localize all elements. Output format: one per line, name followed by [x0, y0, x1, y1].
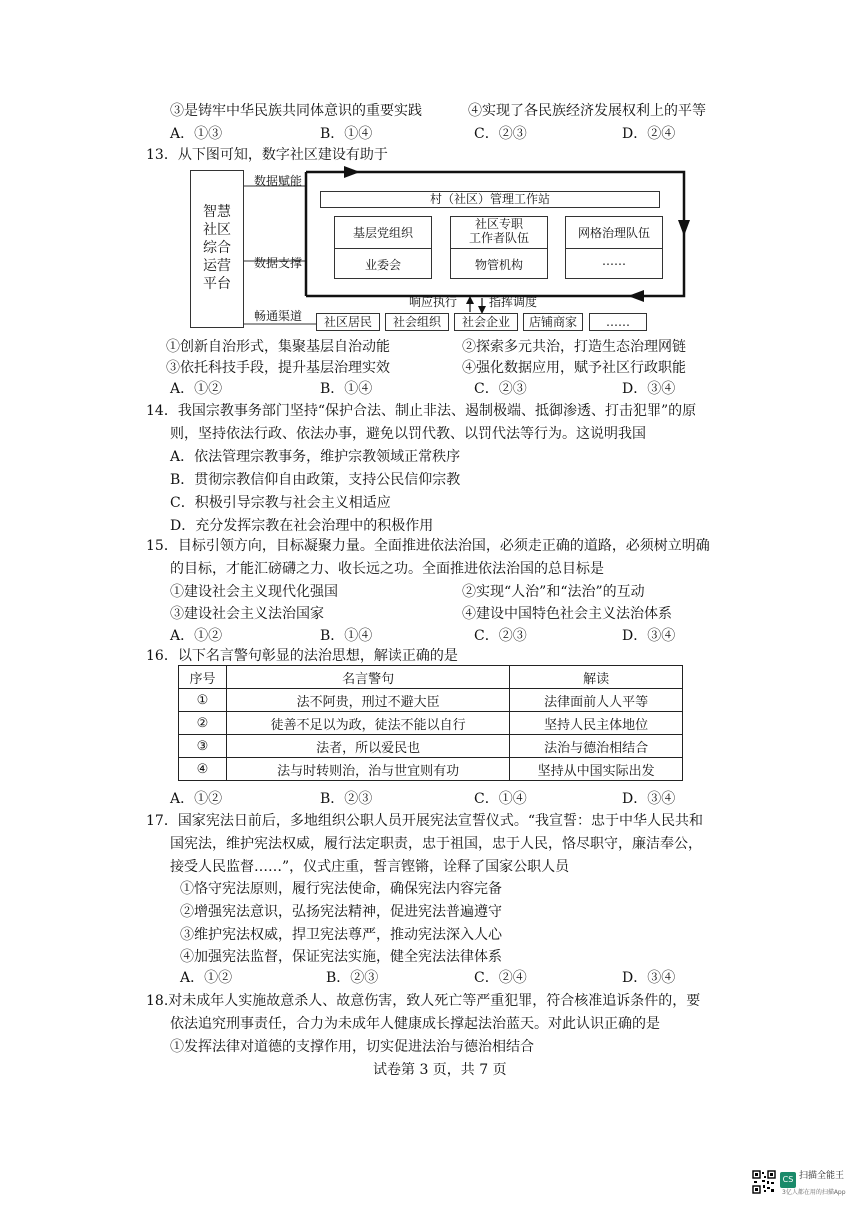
table-row	[179, 735, 683, 758]
q15-choice-c: C．②③	[474, 628, 527, 644]
q16-choice-c: C．①④	[474, 791, 527, 807]
q18-stem-line2: 依法追究刑事责任，合力为未成年人健康成长撑起法治蓝天。对此认识正确的是	[170, 1016, 660, 1032]
row-index: ②	[179, 712, 227, 735]
row-quote: 法不阿贵，刑过不避大臣	[226, 689, 509, 712]
q12-option-4: ④实现了各民族经济发展权利上的平等	[468, 103, 706, 119]
q16-choice-b: B．②③	[320, 791, 373, 807]
line-label-channels: 畅通渠道	[254, 309, 303, 323]
q13-choice-d: D．③④	[622, 381, 676, 397]
q13-option-3: ③依托科技手段，提升基层治理实效	[166, 360, 390, 376]
q12-choice-c: C．②③	[474, 126, 527, 142]
station-label: 村（社区）管理工作站	[429, 192, 550, 206]
bottom-label-social-enterprises: 社会企业	[461, 315, 510, 329]
row-interpretation: 坚持从中国实际出发	[510, 758, 683, 781]
q14-option-c: C．积极引导宗教与社会主义相适应	[170, 495, 391, 511]
row-interpretation: 法律面前人人平等	[510, 689, 683, 712]
table-row	[179, 689, 683, 712]
org-staff-line2: 工作者队伍	[468, 231, 529, 245]
q13-option-2: ②探索多元共治，打造生态治理网链	[462, 339, 686, 355]
q17-stem-line1: 17．国家宪法日前后，多地组织公职人员开展宪法宣誓仪式。“我宣誓：忠于中华人民共和	[146, 813, 703, 829]
row-index: ①	[179, 689, 227, 712]
q15-stem-line2: 的目标，才能汇磅礴之力、收长远之功。全面推进依法治国的总目标是	[170, 561, 604, 577]
q13-stem: 13．从下图可知，数字社区建设有助于	[146, 147, 388, 163]
q15-choice-b: B．①④	[320, 628, 373, 644]
bottom-box-social-enterprises	[454, 313, 518, 331]
header-index: 序号	[179, 666, 227, 689]
line-label-data-empower: 数据赋能	[254, 174, 303, 188]
q12-choice-a: A．①③	[170, 126, 223, 142]
scanner-tagline: 3亿人都在用的扫描App	[782, 1189, 846, 1196]
q12-choice-d: D．②④	[622, 126, 676, 142]
page-footer: 试卷第 3 页，共 7 页	[373, 1062, 507, 1078]
table-row	[179, 712, 683, 735]
q17-choice-d: D．③④	[622, 970, 676, 986]
org-box-left	[334, 216, 432, 279]
row-quote: 法者，所以爱民也	[226, 735, 509, 758]
q16-choice-d: D．③④	[622, 791, 676, 807]
bottom-label-ellipsis: ……	[606, 315, 630, 329]
row-interpretation: 法治与德治相结合	[510, 735, 683, 758]
q15-choice-a: A．①②	[170, 628, 223, 644]
command-dispatch-label: 指挥调度	[489, 295, 538, 309]
qr-code-icon	[752, 1170, 776, 1194]
header-quote: 名言警句	[226, 666, 509, 689]
row-index: ③	[179, 735, 227, 758]
q17-choice-c: C．②④	[474, 970, 527, 986]
q15-option-4: ④建设中国特色社会主义法治体系	[462, 606, 672, 622]
q14-option-d: D．充分发挥宗教在社会治理中的积极作用	[170, 518, 434, 534]
q17-choice-b: B．②③	[326, 970, 379, 986]
table-header-row	[179, 666, 683, 689]
q15-option-1: ①建设社会主义现代化强国	[170, 584, 338, 600]
org-box-right	[565, 216, 663, 279]
q18-stem-line1: 18.对未成年人实施故意杀人、故意伤害，致人死亡等严重犯罪，符合核准追诉条件的，要	[146, 993, 701, 1009]
line-label-data-support: 数据支撑	[254, 256, 303, 270]
q14-stem-line1: 14．我国宗教事务部门坚持“保护合法、制止非法、遏制极端、抵御渗透、打击犯罪”的原	[146, 403, 697, 419]
q17-option-3: ③维护宪法权威，捍卫宪法尊严，推动宪法深入人心	[180, 927, 502, 943]
bottom-label-social-orgs: 社会组织	[392, 315, 441, 329]
q17-option-2: ②增强宪法意识，弘扬宪法精神，促进宪法普遍遵守	[180, 904, 502, 920]
header-interpretation: 解读	[510, 666, 683, 689]
platform-box	[190, 170, 244, 328]
q13-option-1: ①创新自治形式，集聚基层自治动能	[166, 339, 390, 355]
q13-choice-b: B．①④	[320, 381, 373, 397]
q12-option-3: ③是铸牢中华民族共同体意识的重要实践	[170, 103, 422, 119]
q18-option-1: ①发挥法律对道德的支撑作用，切实促进法治与德治相结合	[170, 1039, 534, 1055]
q16-choice-a: A．①②	[170, 791, 223, 807]
q14-option-b: B．贯彻宗教信仰自由政策，支持公民信仰宗教	[170, 472, 461, 488]
bottom-label-residents: 社区居民	[323, 315, 372, 329]
q12-choice-b: B．①④	[320, 126, 373, 142]
q17-stem-line2: 国宪法，维护宪法权威，履行法定职责，忠于祖国，忠于人民，恪尽职守，廉洁奉公，	[170, 836, 702, 852]
q13-option-4: ④强化数据应用，赋予社区行政职能	[462, 360, 686, 376]
bottom-box-residents	[316, 313, 380, 331]
q17-choice-a: A．①②	[180, 970, 233, 986]
scanner-logo-icon: CS	[780, 1172, 796, 1188]
q15-choice-d: D．③④	[622, 628, 676, 644]
org-box-middle	[450, 216, 548, 279]
row-quote: 徒善不足以为政，徒法不能以自行	[226, 712, 509, 735]
row-interpretation: 坚持人民主体地位	[510, 712, 683, 735]
org-property: 物管机构	[474, 258, 523, 272]
q16-stem: 16．以下名言警句彰显的法治思想，解读正确的是	[146, 648, 458, 664]
q15-option-2: ②实现“人治”和“法治”的互动	[462, 584, 645, 600]
q17-option-1: ①恪守宪法原则，履行宪法使命，确保宪法内容完备	[180, 881, 502, 897]
q15-option-3: ③建设社会主义法治国家	[170, 606, 324, 622]
org-grid-team: 网格治理队伍	[577, 226, 650, 240]
q16-quote-table	[178, 665, 683, 781]
q13-choice-c: C．②③	[474, 381, 527, 397]
bottom-box-shops	[523, 313, 583, 331]
bottom-box-ellipsis	[589, 313, 647, 331]
bottom-box-social-orgs	[385, 313, 449, 331]
q13-choice-a: A．①②	[170, 381, 223, 397]
platform-label: 智慧 社区 综合 运营 平台	[203, 204, 231, 292]
org-ellipsis: ……	[602, 254, 626, 268]
org-party: 基层党组织	[352, 226, 413, 240]
q14-option-a: A．依法管理宗教事务，维护宗教领域正常秩序	[170, 449, 461, 465]
org-owners-committee: 业委会	[364, 258, 401, 272]
table-row	[179, 758, 683, 781]
bottom-label-shops: 店铺商家	[528, 315, 577, 329]
q17-option-4: ④加强宪法监督，保证宪法实施，健全宪法法律体系	[180, 949, 502, 965]
q15-stem-line1: 15．目标引领方向，目标凝聚力量。全面推进依法治国，必须走正确的道路，必须树立明确	[146, 538, 710, 554]
q17-stem-line3: 接受人民监督……”，仪式庄重，誓言铿锵，诠释了国家公职人员	[170, 859, 570, 875]
station-box	[320, 191, 660, 208]
respond-execute-label: 响应执行	[409, 295, 458, 309]
scanner-app-name: 扫描全能王	[799, 1171, 845, 1181]
row-index: ④	[179, 758, 227, 781]
row-quote: 法与时转则治，治与世宜则有功	[226, 758, 509, 781]
org-staff-line1: 社区专职	[474, 217, 523, 231]
q14-stem-line2: 则，坚持依法行政、依法办事，避免以罚代教、以罚代法等行为。这说明我国	[170, 426, 646, 442]
